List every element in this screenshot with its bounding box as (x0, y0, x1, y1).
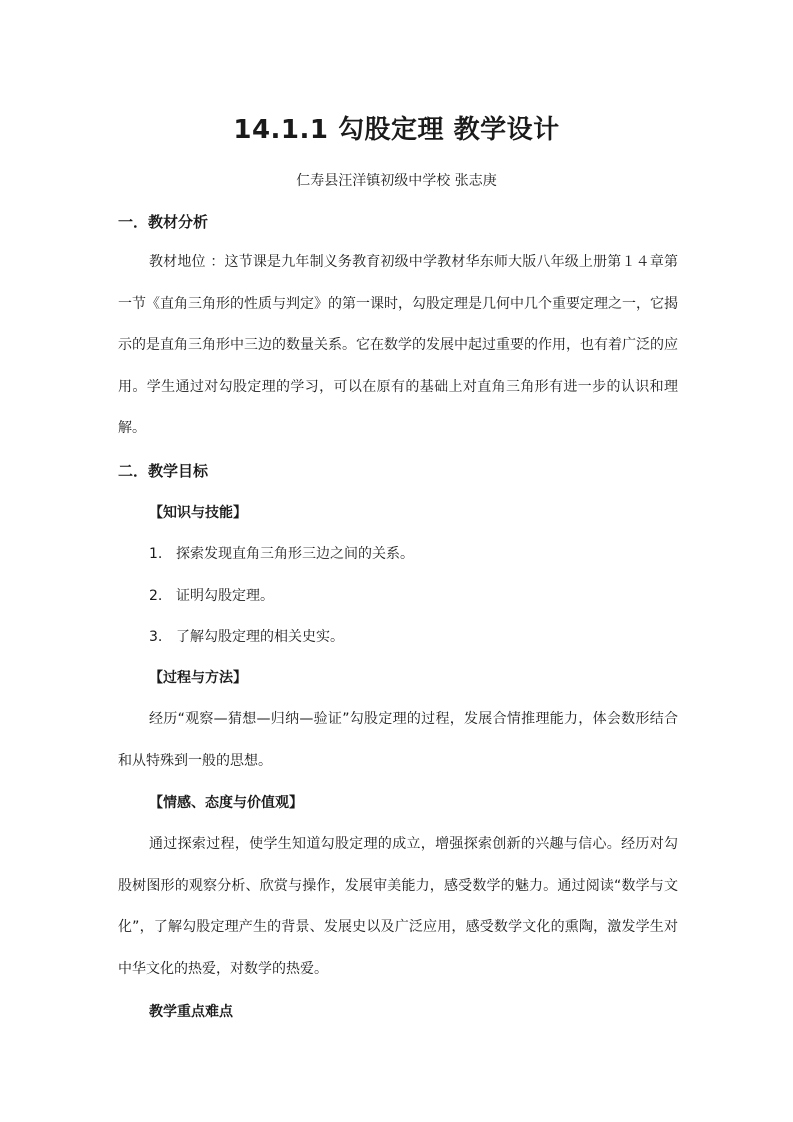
list-item (149, 626, 344, 648)
list-item-number: 3. (149, 629, 163, 645)
subheading-key-points: 教学重点难点 (149, 1004, 233, 1020)
list-item-number: 2. (149, 588, 163, 604)
analysis-paragraph: 教材地位 ：这节课是九年制义务教育初级中学教材华东师大版八年级上册第１４章第一节《直角三角形的性质与判定》的第一课时，勾股定理是几何中几个重要定理之一，它揭示的是直角三角形中三边的数量关系。它在数学的发展中起过重要的作用，也有着广泛的应用。学生通过对勾股定理的学习，可以在原有的基础上对直角三角形有进一步的认识和理解。 (118, 254, 678, 436)
document-author: 仁寿县汪洋镇初级中学校 张志庚 (296, 173, 497, 189)
subheading-knowledge: 【知识与技能】 (149, 505, 247, 521)
list-item-text: 了解勾股定理的相关史实。 (176, 629, 344, 645)
list-item (149, 585, 274, 607)
list-item (149, 543, 414, 565)
section-heading-analysis: 一．教材分析 (118, 213, 209, 231)
list-item-text: 证明勾股定理。 (176, 588, 274, 604)
subheading-emotion: 【情感、态度与价值观】 (149, 795, 303, 811)
process-paragraph: 经历“观察—猜想—归纳—验证”勾股定理的过程，发展合情推理能力，体会数形结合和从特殊到一般的思想。 (118, 711, 678, 769)
subheading-process: 【过程与方法】 (149, 670, 247, 686)
emotion-paragraph: 通过探索过程，使学生知道勾股定理的成立，增强探索创新的兴趣与信心。经历对勾股树图形的观察分析、欣赏与操作，发展审美能力，感受数学的魅力。通过阅读“数学与文化”，了解勾股定理产生的背景、发展史以及广泛应用，感受数学文化的熏陶，激发学生对中华文化的热爱，对数学的热爱。 (118, 836, 678, 977)
list-item-number: 1. (149, 546, 163, 562)
document-title: 14.1.1 勾股定理 教学设计 (233, 115, 560, 145)
list-item-text: 探索发现直角三角形三边之间的关系。 (176, 546, 414, 562)
section-heading-objectives: 二．教学目标 (118, 462, 209, 480)
